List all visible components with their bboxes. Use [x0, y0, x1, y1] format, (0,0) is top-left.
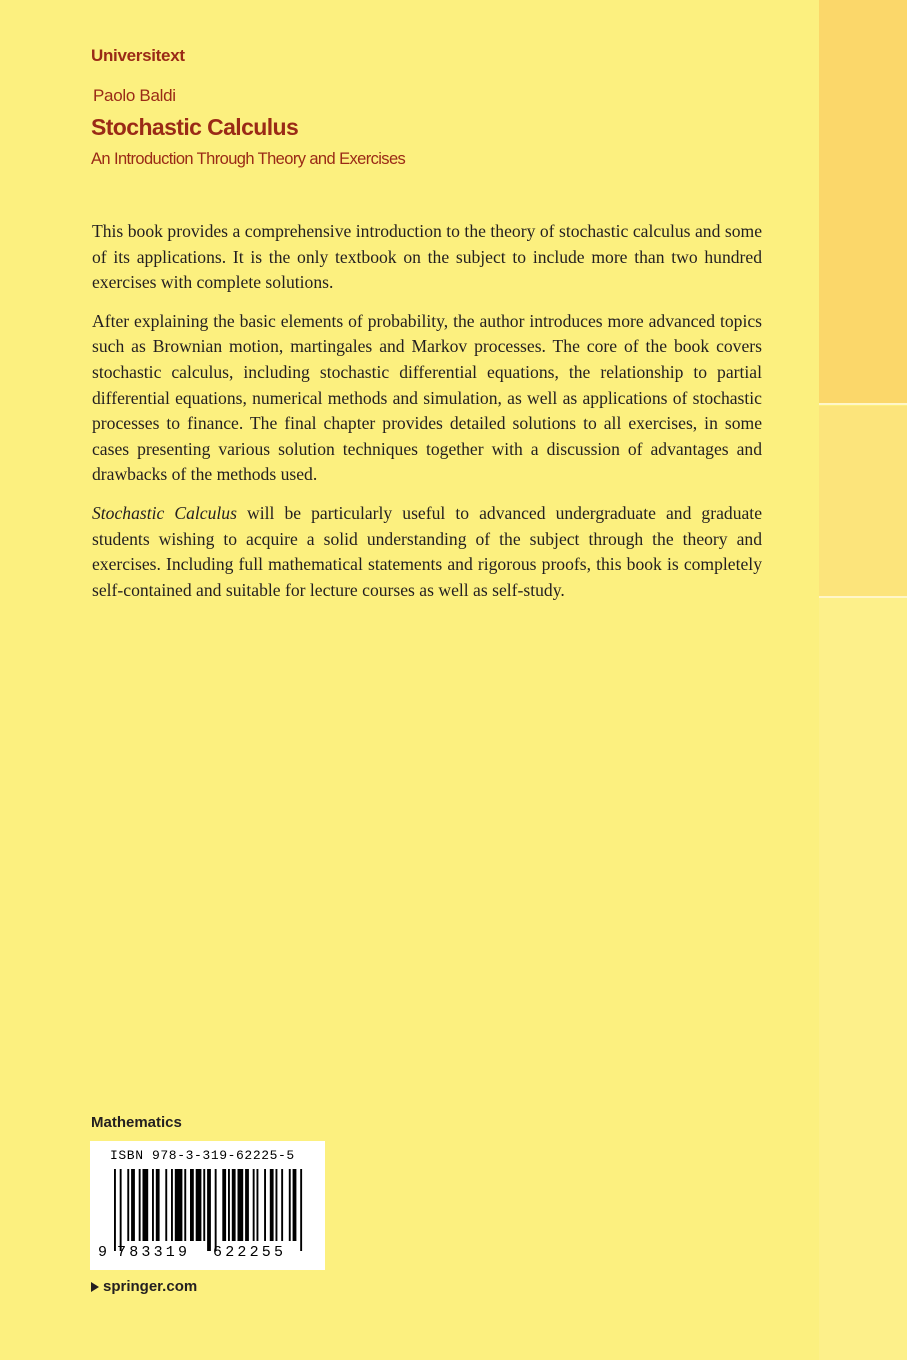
barcode-right-digits: 622255	[213, 1244, 287, 1261]
barcode-bar	[139, 1169, 141, 1241]
series-name: Universitext	[91, 46, 185, 65]
isbn-label: ISBN 978-3-319-62225-5	[110, 1148, 295, 1163]
spine-strip-middle	[819, 406, 907, 596]
spine-strip-bottom	[819, 598, 907, 1360]
book-description	[92, 219, 762, 616]
book-subtitle: An Introduction Through Theory and Exercises	[91, 150, 406, 168]
barcode-bar	[131, 1169, 135, 1241]
barcode-bar	[222, 1169, 226, 1241]
barcode-bar	[264, 1169, 266, 1241]
barcode-bar	[196, 1169, 202, 1241]
author-name: Paolo Baldi	[93, 86, 176, 105]
barcode-bar	[114, 1169, 116, 1251]
strip-divider	[819, 403, 907, 405]
barcode-bar	[300, 1169, 302, 1251]
barcode-bar	[276, 1169, 278, 1241]
barcode-bar	[127, 1169, 129, 1241]
description-text: will be particularly useful to advanced undergraduate and graduate students wishing to acquire a solid understanding of the subject through the theory and exercises. Including full mathematical statements and rigorous proofs, this book is completely self-contained and suitable for lecture courses as well as self-study.	[92, 502, 762, 600]
description-paragraph: After explaining the basic elements of probability, the author introduces more advanced topics such as Brownian motion, martingales and Markov processes. The core of the book covers stochastic calculus, including stochastic differential equations, the relationship to partial differential equations, numerical methods and simulation, as well as applications of stochastic processes to finance. The final chapter provides detailed solutions to all exercises, in some cases presenting various solution techniques together with a discussion of advantages and drawbacks of the methods used.	[92, 310, 762, 485]
barcode-bar	[143, 1169, 149, 1241]
barcode-bar	[215, 1169, 217, 1251]
barcode-bar	[238, 1169, 244, 1241]
publisher-url: springer.com	[103, 1278, 198, 1295]
barcode-bar	[281, 1169, 283, 1241]
barcode-bar	[293, 1169, 297, 1241]
triangle-right-icon	[91, 1282, 99, 1292]
title-emphasis: Stochastic Calculus	[92, 502, 237, 523]
barcode-bar	[156, 1169, 160, 1241]
barcode-bar	[245, 1169, 249, 1241]
barcode-bar	[203, 1169, 205, 1241]
barcode-bar	[120, 1169, 122, 1251]
description-paragraph	[92, 501, 762, 603]
barcode-bar	[171, 1169, 173, 1241]
barcode-bar	[207, 1169, 211, 1251]
barcode-bar	[152, 1169, 154, 1241]
publisher-link[interactable]	[91, 1278, 197, 1295]
barcode-bar	[190, 1169, 194, 1241]
barcode-lead-digit: 9	[98, 1244, 108, 1261]
barcode-bar	[270, 1169, 274, 1241]
barcode-bar	[232, 1169, 236, 1241]
barcode-bar	[289, 1169, 291, 1241]
spine-strip-top	[819, 0, 907, 403]
barcode-bar	[184, 1169, 186, 1241]
barcode-bar	[175, 1169, 183, 1241]
barcode-left-digits: 783319	[117, 1244, 191, 1261]
isbn-barcode	[90, 1141, 325, 1270]
barcode-bar	[253, 1169, 255, 1241]
subject-category: Mathematics	[91, 1114, 182, 1131]
description-paragraph: This book provides a comprehensive introduction to the theory of stochastic calculus and some of its applications. It is the only textbook on the subject to include more than two hundred exercises with complete solutions.	[92, 221, 762, 293]
book-title: Stochastic Calculus	[91, 114, 299, 140]
barcode-bar	[228, 1169, 230, 1241]
barcode-bar	[257, 1169, 259, 1241]
barcode-bar	[165, 1169, 167, 1241]
